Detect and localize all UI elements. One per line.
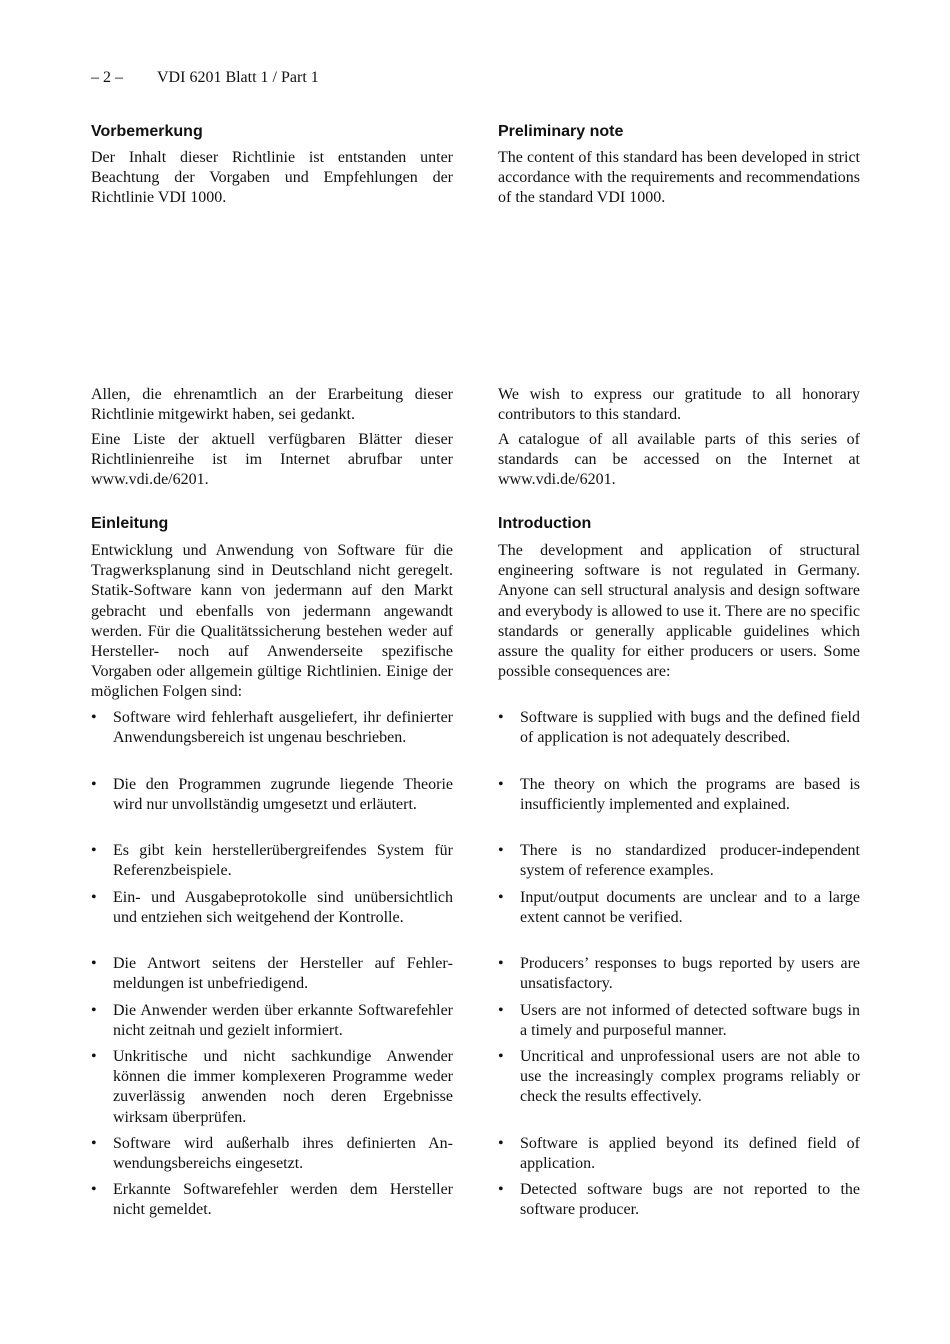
german-bullet-item: • Erkannte Softwarefehler werden dem Hersteller nicht gemeldet. [91,1181,453,1219]
german-bullet-item: • Die Antwort seitens der Hersteller auf Fehlermeldungen ist unbefriedigend. [91,955,453,993]
german-prelim-heading: Vorbemerkung [91,123,203,140]
german-intro-heading: Einleitung [91,515,169,532]
document-title: VDI 6201 Blatt 1 / Part 1 [157,69,319,86]
german-bullet-item: • Ein- und Ausgabeprotokolle sind unübersichtlich und entziehen sich weitgehend der Kontrolle. [91,889,453,927]
english-bullet-item: • Software is applied beyond its defined field of application. [498,1135,860,1173]
english-prelim-heading: Preliminary note [498,123,624,140]
english-prelim-text: The content of this standard has been developed in strict accordance with the requirements and recommendations of the standard VDI 1000. [498,149,860,207]
bullet-icon: • [91,1048,97,1065]
english-bullet-item: • The theory on which the programs are based is insufficiently implemented and explained. [498,776,860,814]
german-bullet-item: • Die Anwender werden über erkannte Softwarefehler nicht zeitnah und gezielt informiert. [91,1002,453,1040]
english-bullet-item: • Detected software bugs are not reported to the software producer. [498,1181,860,1219]
german-bullet-item: • Die den Programmen zugrunde liegende Theorie wird nur unvollständig umgesetzt und erläutert. [91,776,453,814]
bullet-icon: • [498,776,504,793]
bullet-icon: • [498,955,504,972]
english-catalogue-text: A catalogue of all available parts of this series of standards can be accessed on the Internet at www.vdi.de/6201. [498,431,860,489]
english-intro-heading: Introduction [498,515,592,532]
bullet-icon: • [91,1002,97,1019]
german-bullet-item: • Es gibt kein herstellerübergreifendes System für Referenzbeispiele. [91,842,453,880]
german-prelim-text: Der Inhalt dieser Richtlinie ist entstanden unter Beachtung der Vorgaben und Empfehlungen der Richtlinie VDI 1000. [91,149,453,207]
english-bullet-item: • There is no standardized producer-independent system of reference examples. [498,842,860,880]
bullet-icon: • [498,889,504,906]
german-catalogue-text: Eine Liste der aktuell verfügbaren Blätter dieser Richtlinienreihe ist im Internet abrufbar unter www.vdi.de/6201. [91,431,453,489]
bullet-icon: • [91,709,97,726]
english-thanks-text: We wish to express our gratitude to all honorary contributors to this standard. [498,386,860,424]
english-bullet-item: • Uncritical and unprofessional users are not able to use the increasingly complex programs reliably or check the results effectively. [498,1048,860,1106]
page-number: – 2 – [91,69,123,86]
english-bullet-item: • Producers’ responses to bugs reported by users are unsatisfactory. [498,955,860,993]
bullet-icon: • [91,1135,97,1152]
bullet-icon: • [498,842,504,859]
english-bullet-item: • Software is supplied with bugs and the defined field of application is not adequately described. [498,709,860,747]
german-bullet-item: • Software wird außerhalb ihres definierten Anwendungsbereichs eingesetzt. [91,1135,453,1173]
bullet-icon: • [498,709,504,726]
bullet-icon: • [91,1181,97,1198]
english-intro-text: The development and application of structural engineering software is not regulated in Germany. Anyone can sell structural analysis and design software and everybody is allowed to use it. There are no specific standards or generally applicable guidelines which assure the quality for either producers or users. Some possible consequences are: [498,542,860,681]
english-bullet-item: • Input/output documents are unclear and to a large extent cannot be verified. [498,889,860,927]
bullet-icon: • [91,955,97,972]
english-bullet-item: • Users are not informed of detected software bugs in a timely and purposeful manner. [498,1002,860,1040]
bullet-icon: • [498,1181,504,1198]
page-header [91,69,319,87]
german-bullet-item: • Unkritische und nicht sachkundige Anwender können die immer komplexeren Programme weder zuverlässig anwenden noch deren Ergebnisse wirksam überprüfen. [91,1048,453,1126]
german-bullet-item: • Software wird fehlerhaft ausgeliefert, ihr definierter Anwendungsbereich ist ungenau beschrieben. [91,709,453,747]
bullet-icon: • [498,1048,504,1065]
bullet-icon: • [498,1002,504,1019]
german-thanks-text: Allen, die ehrenamtlich an der Erarbeitung dieser Richtlinie mitgewirkt haben, sei gedankt. [91,386,453,424]
german-intro-text: Entwicklung und Anwendung von Software für die Tragwerksplanung sind in Deutschland nicht geregelt. Statik-Software kann von jedermann auf den Markt gebracht und ebenfalls von jedermann angewandt werden. Für die Qualitätssicherung bestehen weder auf Hersteller- noch auf Anwenderseite spezifische Vorgaben oder allgemein gültige Richtlinien. Einige der möglichen Folgen sind: [91,542,453,701]
bullet-icon: • [91,842,97,859]
bullet-icon: • [91,889,97,906]
bullet-icon: • [91,776,97,793]
bullet-icon: • [498,1135,504,1152]
